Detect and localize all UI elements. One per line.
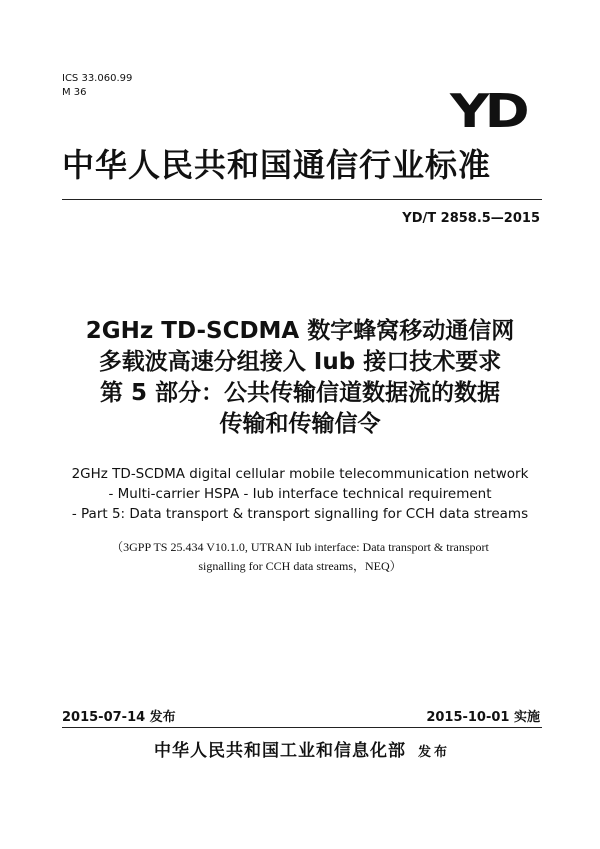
english-title [30,464,570,524]
yd-logo: YD [450,84,525,138]
issuing-authority: 中华人民共和国工业和信息化部 [153,741,406,761]
publish-date: 2015-07-14 发布 [62,710,176,725]
english-title-line-1: 2GHz TD-SCDMA digital cellular mobile telecommunication network [71,466,529,482]
english-title-line-2: - Multi-carrier HSPA - Iub interface technical requirement [108,486,492,502]
classification-code: M 36 [62,87,87,98]
standard-number: YD/T 2858.5—2015 [402,211,540,226]
implementation-date: 2015-10-01 实施 [426,710,540,725]
ics-code-block [62,72,132,100]
reference-note-line-2: signalling for CCH data streams，NEQ） [198,559,402,573]
standard-category-title: 中华人民共和国通信行业标准 [62,146,492,184]
issuer-line [62,736,542,761]
bottom-divider [62,727,542,728]
ics-code: ICS 33.060.99 [62,73,133,84]
chinese-title-line-2: 多载波高速分组接入 Iub 接口技术要求 [98,349,502,375]
reference-note-line-1: （3GPP TS 25.434 V10.1.0, UTRAN Iub interface: Data transport & transport [111,540,489,554]
issuer-tag: 发布 [417,745,450,760]
reference-note [40,538,560,576]
chinese-title-line-3: 第 5 部分：公共传输信道数据流的数据 [99,380,501,406]
chinese-title-line-4: 传输和传输信令 [219,411,381,437]
chinese-title [40,316,560,440]
chinese-title-line-1: 2GHz TD-SCDMA 数字蜂窝移动通信网 [85,318,515,344]
top-divider [62,199,542,200]
english-title-line-3: - Part 5: Data transport & transport signalling for CCH data streams [71,506,529,522]
